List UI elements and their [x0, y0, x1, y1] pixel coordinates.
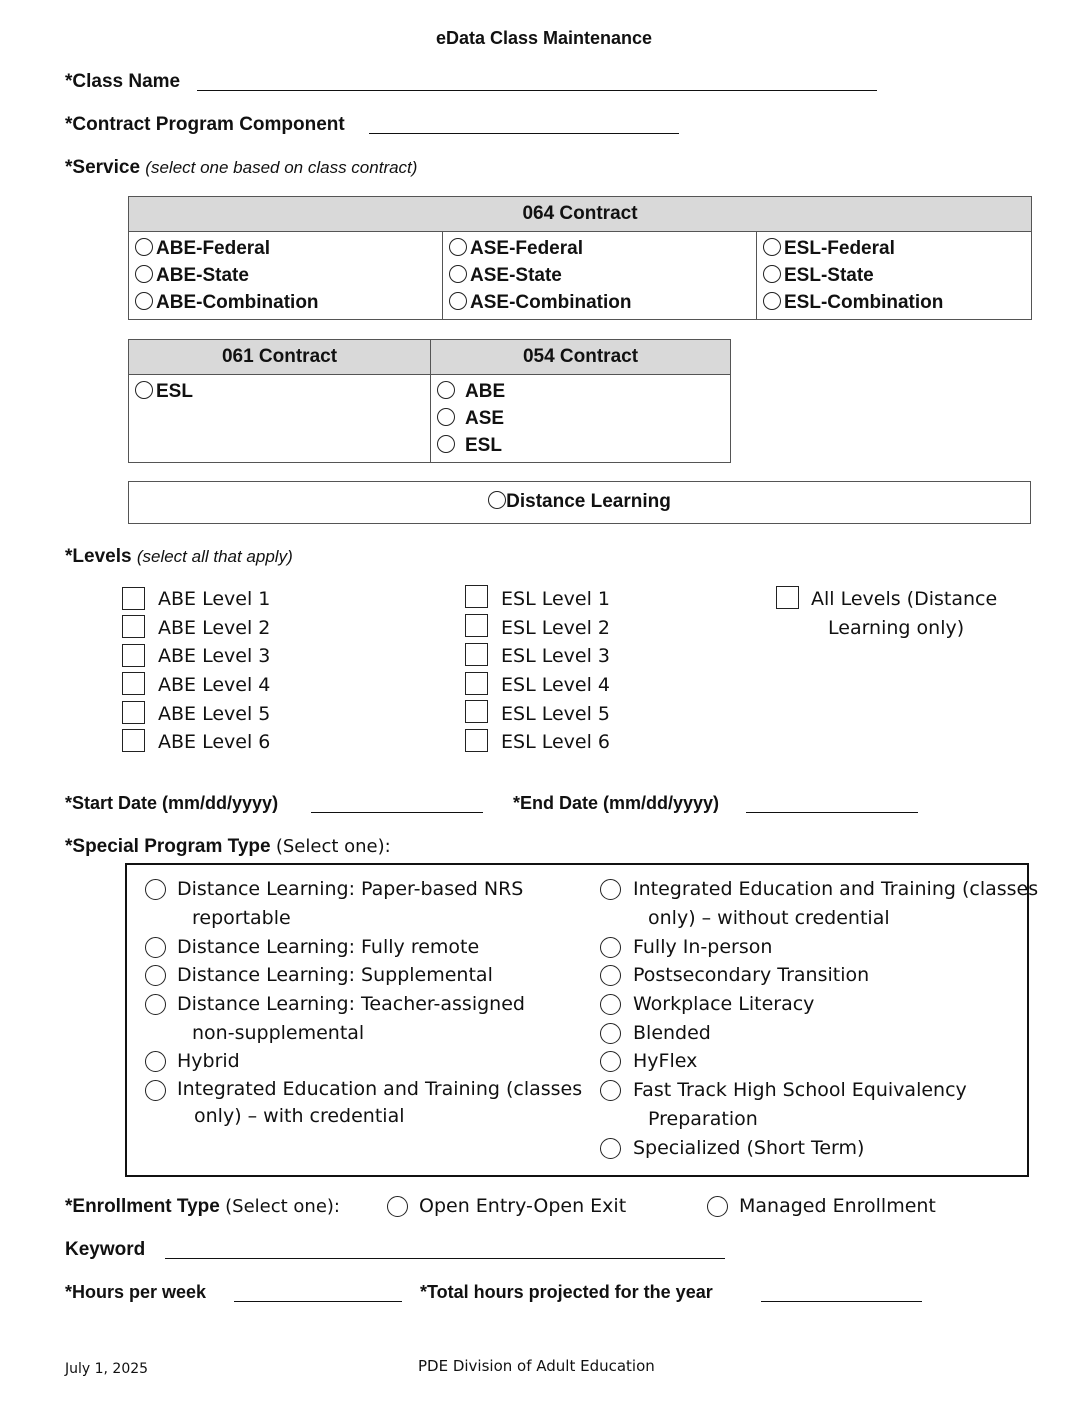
- radio-icon[interactable]: [488, 491, 506, 509]
- esl-level-3-label: ESL Level 3: [501, 645, 610, 667]
- contract-054-options: [431, 375, 731, 463]
- esl-level-5-checkbox[interactable]: [465, 700, 488, 723]
- option-esl-state[interactable]: ESL-State: [763, 262, 1025, 289]
- abe-level-6-checkbox[interactable]: [122, 729, 145, 752]
- total-hours-field[interactable]: [761, 1301, 922, 1302]
- page-title: eData Class Maintenance: [435, 28, 653, 48]
- end-date-label: *End Date (mm/dd/yyyy): [513, 793, 720, 813]
- service-hint: (select one based on class contract): [145, 158, 418, 177]
- option-abe-state[interactable]: ABE-State: [135, 262, 436, 289]
- sp-option-blended[interactable]: Blended: [600, 1019, 711, 1048]
- option-distance-learning[interactable]: Distance Learning: [488, 491, 671, 512]
- distance-learning-box: [128, 481, 1031, 524]
- radio-icon[interactable]: [145, 1080, 166, 1101]
- contract-064-col-ase: [443, 232, 757, 320]
- radio-icon[interactable]: [437, 435, 455, 453]
- sp-option-dl-paper[interactable]: Distance Learning: Paper-based NRS reportable: [145, 875, 523, 933]
- special-program-hint: (Select one):: [275, 836, 391, 857]
- abe-level-5-label: ABE Level 5: [158, 703, 271, 725]
- abe-level-2-checkbox[interactable]: [122, 615, 145, 638]
- abe-level-4-checkbox[interactable]: [122, 672, 145, 695]
- radio-icon[interactable]: [145, 879, 166, 900]
- hours-per-week-label: *Hours per week: [65, 1282, 207, 1302]
- esl-level-4-checkbox[interactable]: [465, 672, 488, 695]
- radio-icon[interactable]: [449, 238, 467, 256]
- special-program-label: *Special Program Type: [65, 836, 271, 857]
- contract-064-table: [128, 196, 1032, 320]
- radio-icon[interactable]: [135, 265, 153, 283]
- keyword-label: Keyword: [65, 1239, 146, 1260]
- radio-icon[interactable]: [600, 879, 621, 900]
- levels-hint: (select all that apply): [136, 547, 293, 566]
- radio-icon[interactable]: [600, 994, 621, 1015]
- radio-icon[interactable]: [135, 292, 153, 310]
- sp-option-dl-supplemental[interactable]: Distance Learning: Supplemental: [145, 961, 493, 990]
- radio-icon[interactable]: [135, 238, 153, 256]
- radio-icon[interactable]: [145, 937, 166, 958]
- contract-064-col-esl: [757, 232, 1032, 320]
- option-061-esl[interactable]: ESL: [135, 378, 424, 405]
- sp-option-postsecondary-transition[interactable]: Postsecondary Transition: [600, 961, 869, 990]
- levels-label: *Levels: [65, 546, 132, 567]
- esl-level-6-label: ESL Level 6: [501, 731, 610, 753]
- sp-option-hybrid[interactable]: Hybrid: [145, 1047, 240, 1076]
- radio-icon[interactable]: [600, 1080, 621, 1101]
- option-abe-combination[interactable]: ABE-Combination: [135, 289, 436, 316]
- esl-level-2-label: ESL Level 2: [501, 617, 610, 639]
- contract-054-header: 054 Contract: [431, 340, 731, 375]
- sp-option-specialized-short-term[interactable]: Specialized (Short Term): [600, 1134, 864, 1163]
- footer-date: July 1, 2025: [65, 1361, 149, 1377]
- contract-061-header: 061 Contract: [129, 340, 431, 375]
- option-abe-federal[interactable]: ABE-Federal: [135, 235, 436, 262]
- radio-icon[interactable]: [600, 1051, 621, 1072]
- contract-061-options: [129, 375, 431, 463]
- radio-icon[interactable]: [600, 965, 621, 986]
- radio-icon[interactable]: [145, 965, 166, 986]
- enrollment-option-open-entry[interactable]: Open Entry-Open Exit: [387, 1192, 626, 1221]
- class-name-field[interactable]: [197, 90, 877, 91]
- esl-level-5-label: ESL Level 5: [501, 703, 610, 725]
- abe-level-1-checkbox[interactable]: [122, 587, 145, 610]
- option-054-abe[interactable]: ABE: [437, 378, 724, 405]
- option-esl-combination[interactable]: ESL-Combination: [763, 289, 1025, 316]
- sp-option-hyflex[interactable]: HyFlex: [600, 1047, 697, 1076]
- radio-icon[interactable]: [600, 1138, 621, 1159]
- abe-level-4-label: ABE Level 4: [158, 674, 271, 696]
- esl-level-2-checkbox[interactable]: [465, 614, 488, 637]
- radio-icon[interactable]: [145, 1051, 166, 1072]
- contract-061-054-table: [128, 339, 731, 463]
- service-label: *Service: [65, 157, 141, 178]
- sp-option-workplace-literacy[interactable]: Workplace Literacy: [600, 990, 814, 1019]
- contract-program-component-label: *Contract Program Component: [65, 114, 345, 135]
- sp-option-iet-with-credential[interactable]: Integrated Education and Training (classes only) – with credential: [145, 1076, 582, 1130]
- contract-program-component-field[interactable]: [369, 133, 679, 134]
- abe-level-2-label: ABE Level 2: [158, 617, 271, 639]
- sp-option-dl-teacher-assigned[interactable]: Distance Learning: Teacher-assigned non-supplemental: [145, 990, 525, 1048]
- all-levels-label-line2: Learning only): [828, 617, 965, 639]
- option-054-ase[interactable]: ASE: [437, 405, 724, 432]
- all-levels-label-line1: All Levels (Distance: [811, 588, 998, 610]
- start-date-field[interactable]: [311, 812, 483, 813]
- option-ase-state[interactable]: ASE-State: [449, 262, 750, 289]
- sp-option-fully-in-person[interactable]: Fully In-person: [600, 933, 772, 962]
- radio-icon[interactable]: [437, 381, 455, 399]
- option-esl-federal[interactable]: ESL-Federal: [763, 235, 1025, 262]
- sp-option-iet-without-credential[interactable]: Integrated Education and Training (classes only) – without credential: [600, 875, 1038, 933]
- radio-icon[interactable]: [600, 1023, 621, 1044]
- abe-level-6-label: ABE Level 6: [158, 731, 271, 753]
- radio-icon[interactable]: [707, 1196, 728, 1217]
- footer-org: PDE Division of Adult Education: [418, 1357, 655, 1375]
- contract-064-header: 064 Contract: [129, 197, 1032, 232]
- abe-level-3-checkbox[interactable]: [122, 644, 145, 667]
- hours-per-week-field[interactable]: [234, 1301, 402, 1302]
- class-name-label: *Class Name: [65, 71, 181, 92]
- total-hours-label: *Total hours projected for the year: [420, 1282, 713, 1302]
- enrollment-type-hint: (Select one):: [225, 1196, 340, 1217]
- sp-option-dl-fully-remote[interactable]: Distance Learning: Fully remote: [145, 933, 479, 962]
- option-054-esl[interactable]: ESL: [437, 432, 724, 459]
- radio-icon[interactable]: [449, 292, 467, 310]
- esl-level-3-checkbox[interactable]: [465, 643, 488, 666]
- radio-icon[interactable]: [763, 238, 781, 256]
- abe-level-5-checkbox[interactable]: [122, 701, 145, 724]
- radio-icon[interactable]: [437, 408, 455, 426]
- sp-option-fast-track-hse[interactable]: Fast Track High School Equivalency Preparation: [600, 1076, 967, 1134]
- esl-level-1-label: ESL Level 1: [501, 588, 610, 610]
- keyword-field[interactable]: [165, 1258, 725, 1259]
- radio-icon[interactable]: [449, 265, 467, 283]
- start-date-label: *Start Date (mm/dd/yyyy): [65, 793, 279, 813]
- radio-icon[interactable]: [135, 381, 153, 399]
- end-date-field[interactable]: [746, 812, 918, 813]
- all-levels-checkbox[interactable]: [776, 586, 799, 609]
- radio-icon[interactable]: [387, 1196, 408, 1217]
- radio-icon[interactable]: [763, 265, 781, 283]
- radio-icon[interactable]: [145, 994, 166, 1015]
- radio-icon[interactable]: [763, 292, 781, 310]
- option-ase-combination[interactable]: ASE-Combination: [449, 289, 750, 316]
- abe-level-1-label: ABE Level 1: [158, 588, 271, 610]
- abe-level-3-label: ABE Level 3: [158, 645, 271, 667]
- enrollment-type-label: *Enrollment Type: [65, 1196, 220, 1217]
- esl-level-6-checkbox[interactable]: [465, 729, 488, 752]
- radio-icon[interactable]: [600, 937, 621, 958]
- option-ase-federal[interactable]: ASE-Federal: [449, 235, 750, 262]
- esl-level-4-label: ESL Level 4: [501, 674, 610, 696]
- esl-level-1-checkbox[interactable]: [465, 585, 488, 608]
- contract-064-col-abe: [129, 232, 443, 320]
- enrollment-option-managed[interactable]: Managed Enrollment: [707, 1192, 936, 1221]
